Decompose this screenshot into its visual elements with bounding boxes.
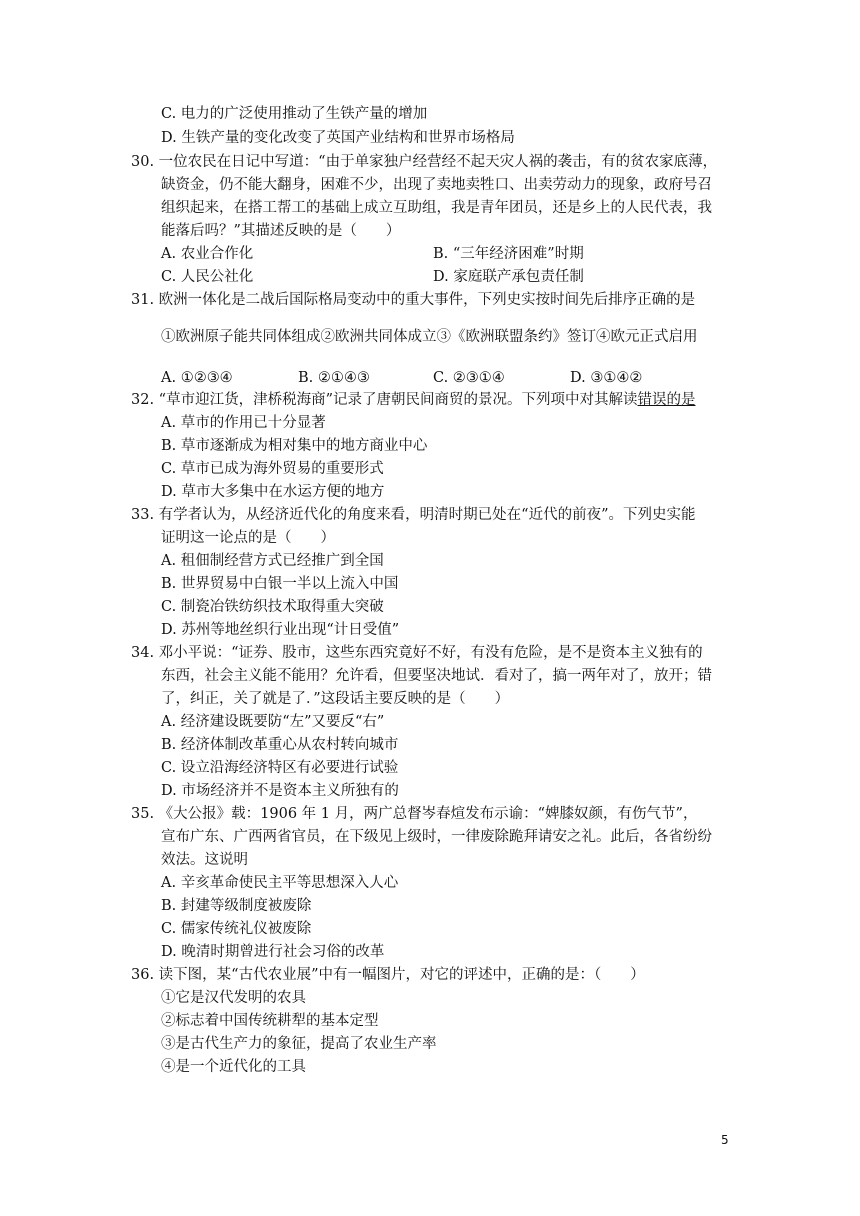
option-a: A. 经济建设既要防“左”又要反“右” bbox=[161, 714, 385, 730]
question-text: 缺资金，仍不能大翻身，困难不少，出现了卖地卖牲口、出卖劳动力的现象，政府号召 bbox=[161, 177, 712, 193]
question-text: 30. 一位农民在日记中写道：“由于单家独户经营经不起天灾人祸的袭击，有的贫农家底薄， bbox=[131, 154, 718, 170]
option-a: A. 草市的作用已十分显著 bbox=[161, 415, 326, 431]
option-c: C. 草市已成为海外贸易的重要形式 bbox=[161, 461, 384, 477]
question-text: 宣布广东、广西两省官员，在下级见上级时，一律废除跪拜请安之礼。此后，各省纷纷 bbox=[161, 829, 712, 845]
option-b: B. 草市逐渐成为相对集中的地方商业中心 bbox=[161, 438, 428, 454]
statement-2: ②标志着中国传统耕犁的基本定型 bbox=[161, 1013, 379, 1029]
question-text: 35. 《大公报》载：1906 年 1 月，两广总督岑春煊发布示谕：“婢膝奴颜，有伤气节”， bbox=[131, 806, 698, 822]
option-d: D. 晚清时期曾进行社会习俗的改革 bbox=[161, 944, 385, 960]
statement-4: ④是一个近代化的工具 bbox=[161, 1059, 306, 1075]
question-text: 东西，社会主义能不能用？允许看，但要坚决地试．看对了，搞一两年对了，放开；错 bbox=[161, 668, 712, 684]
question-text: 组织起来，在搭工帮工的基础上成立互助组，我是青年团员，还是乡上的人民代表，我 bbox=[161, 200, 712, 216]
option-a: A. 农业合作化 bbox=[161, 246, 254, 262]
option-b: B. 世界贸易中白银一半以上流入中国 bbox=[161, 576, 399, 592]
question-text: 31. 欧洲一体化是二战后国际格局变动中的重大事件，下列史实按时间先后排序正确的是 bbox=[131, 292, 696, 308]
page-number: 5 bbox=[721, 1133, 729, 1147]
option-d: D. ③①④② bbox=[570, 370, 643, 386]
option-c: C. ②③①④ bbox=[433, 370, 505, 386]
option-a: A. 辛亥革命使民主平等思想深入人心 bbox=[161, 875, 399, 891]
option-a: A. ①②③④ bbox=[161, 370, 233, 386]
question-text-main: 32. “草市迎江货，津桥税海商”记录了唐朝民间商贸的景况。下列项中对其解读 bbox=[131, 392, 638, 408]
option-c: C. 制瓷冶铁纺织技术取得重大突破 bbox=[161, 599, 384, 615]
option-c: C. 电力的广泛使用推动了生铁产量的增加 bbox=[161, 106, 428, 122]
option-d: D. 苏州等地丝织行业出现“计日受值” bbox=[161, 622, 400, 638]
option-c: C. 设立沿海经济特区有必要进行试验 bbox=[161, 760, 399, 776]
statement-3: ③是古代生产力的象征，提高了农业生产率 bbox=[161, 1036, 437, 1052]
option-b: B. 封建等级制度被废除 bbox=[161, 898, 312, 914]
option-d: D. 草市大多集中在水运方便的地方 bbox=[161, 484, 385, 500]
option-c: C. 儒家传统礼仪被废除 bbox=[161, 921, 312, 937]
question-text: 33. 有学者认为，从经济近代化的角度来看，明清时期已处在“近代的前夜”。下列史实能 bbox=[131, 507, 696, 523]
question-text: 能落后吗？”其描述反映的是（ ） bbox=[161, 223, 401, 239]
question-text: 34. 邓小平说：“证券、股市，这些东西究竟好不好，有没有危险，是不是资本主义独有的 bbox=[131, 645, 703, 661]
question-text: 效法。这说明 bbox=[161, 852, 248, 868]
option-d: D. 家庭联产承包责任制 bbox=[433, 269, 584, 285]
question-text bbox=[131, 390, 696, 410]
question-text: 36. 读下图，某“古代农业展”中有一幅图片，对它的评述中，正确的是：（ ） bbox=[131, 967, 645, 983]
option-b: B. ②①④③ bbox=[298, 370, 370, 386]
option-b: B. 经济体制改革重心从农村转向城市 bbox=[161, 737, 399, 753]
statement-1: ①它是汉代发明的农具 bbox=[161, 990, 306, 1006]
option-c: C. 人民公社化 bbox=[161, 269, 254, 285]
option-d: D. 生铁产量的变化改变了英国产业结构和世界市场格局 bbox=[161, 130, 515, 146]
question-text: 证明这一论点的是（ ） bbox=[161, 530, 335, 546]
option-d: D. 市场经济并不是资本主义所独有的 bbox=[161, 783, 399, 799]
question-items: ①欧洲原子能共同体组成②欧洲共同体成立③《欧洲联盟条约》签订④欧元正式启用 bbox=[161, 329, 698, 345]
underlined-emphasis: 错误的是 bbox=[637, 392, 696, 408]
option-b: B. “三年经济困难”时期 bbox=[433, 246, 584, 262]
question-text: 了，纠正，关了就是了．”这段话主要反映的是（ ） bbox=[161, 691, 510, 707]
option-a: A. 租佃制经营方式已经推广到全国 bbox=[161, 553, 384, 569]
